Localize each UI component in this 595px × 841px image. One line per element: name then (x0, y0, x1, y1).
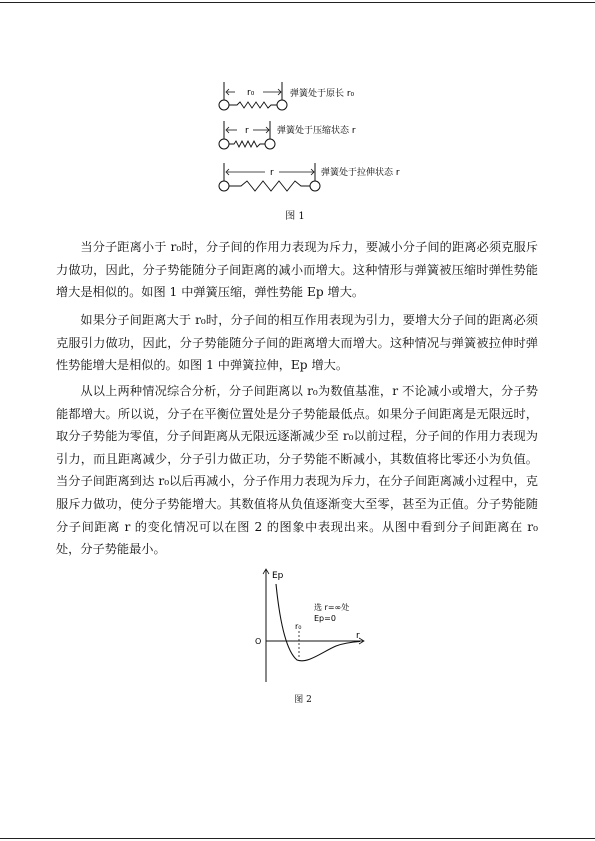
molecule-circle (310, 181, 320, 191)
label-r-stretched: r (270, 168, 274, 178)
spring-stretched (229, 181, 310, 191)
figure-2-caption: 图 2 (294, 695, 312, 705)
figure-1-spring-diagram (215, 80, 405, 205)
r0-label: r₀ (295, 622, 302, 631)
spring-natural (229, 102, 277, 108)
origin-label: O (255, 637, 262, 646)
spring-compressed (229, 141, 265, 147)
label-natural-length: 弹簧处于原长 r₀ (290, 89, 355, 99)
molecule-circle (277, 100, 287, 110)
molecule-circle (219, 139, 229, 149)
page-top-edge (0, 2, 595, 3)
figure-1-caption: 图 1 (285, 211, 305, 222)
infinity-note-line2: Ep=0 (314, 614, 336, 623)
label-compressed: 弹簧处于压缩状态 r (277, 126, 356, 136)
figure-2-potential-curve (252, 566, 367, 684)
molecule-circle (219, 100, 229, 110)
x-axis-label: r (356, 631, 360, 641)
label-r-compressed: r (245, 126, 249, 136)
molecule-circle (265, 139, 275, 149)
y-axis-label: Ep (272, 571, 284, 581)
paragraph-repulsion: 当分子距离小于 r₀时，分子间的作用力表现为斥力，要减小分子间的距离必须克服斥力做功，因此，分子势能随分子间距离的减小而增大。这种情形与弹簧被压缩时弹性势能增大是相似的。如图 1 中弹簧压缩，弹性势能 Ep 增大。 (56, 240, 538, 300)
infinity-note-line1: 选 r=∞处 (314, 603, 350, 612)
label-r0: r₀ (247, 88, 255, 98)
spring-row-natural (219, 82, 355, 110)
label-stretched: 弹簧处于拉伸状态 r (321, 168, 400, 178)
spring-row-stretched (219, 163, 400, 191)
paragraph-attraction: 如果分子间距离大于 r₀时，分子间的相互作用表现为引力，要增大分子间的距离必须克服引力做功，因此，分子势能随分子间的距离增大而增大。这种情况与弹簧被拉伸时弹性势能增大是相似的。如图 1 中弹簧拉伸，Ep 增大。 (56, 313, 538, 373)
molecule-circle (219, 181, 229, 191)
spring-row-compressed (219, 121, 356, 149)
page-bottom-edge (0, 838, 595, 839)
paragraph-summary: 从以上两种情况综合分析，分子间距离以 r₀为数值基准，r 不论减小或增大，分子势能都增大。所以说，分子在平衡位置处是分子势能最低点。如果分子间距离是无限远时，取分子势能为零值，分子间距离从无限远逐渐减少至 r₀以前过程，分子间的作用力表现为引力，而且距离减少，分子引力做正功，分子势能不断减小，其数值将比零还小为负值。当分子间距离到达 r₀以后再减小，分子作用力表现为斥力，在分子间距离减小过程中，克服斥力做功，使分子势能增大。其数值将从负值逐渐变大至零，甚至为正值。分子势能随分子间距离 r 的变化情况可以在图 2 的图象中表现出来。从图中看到分子间距离在 r₀处，分子势能最小。 (56, 384, 538, 557)
